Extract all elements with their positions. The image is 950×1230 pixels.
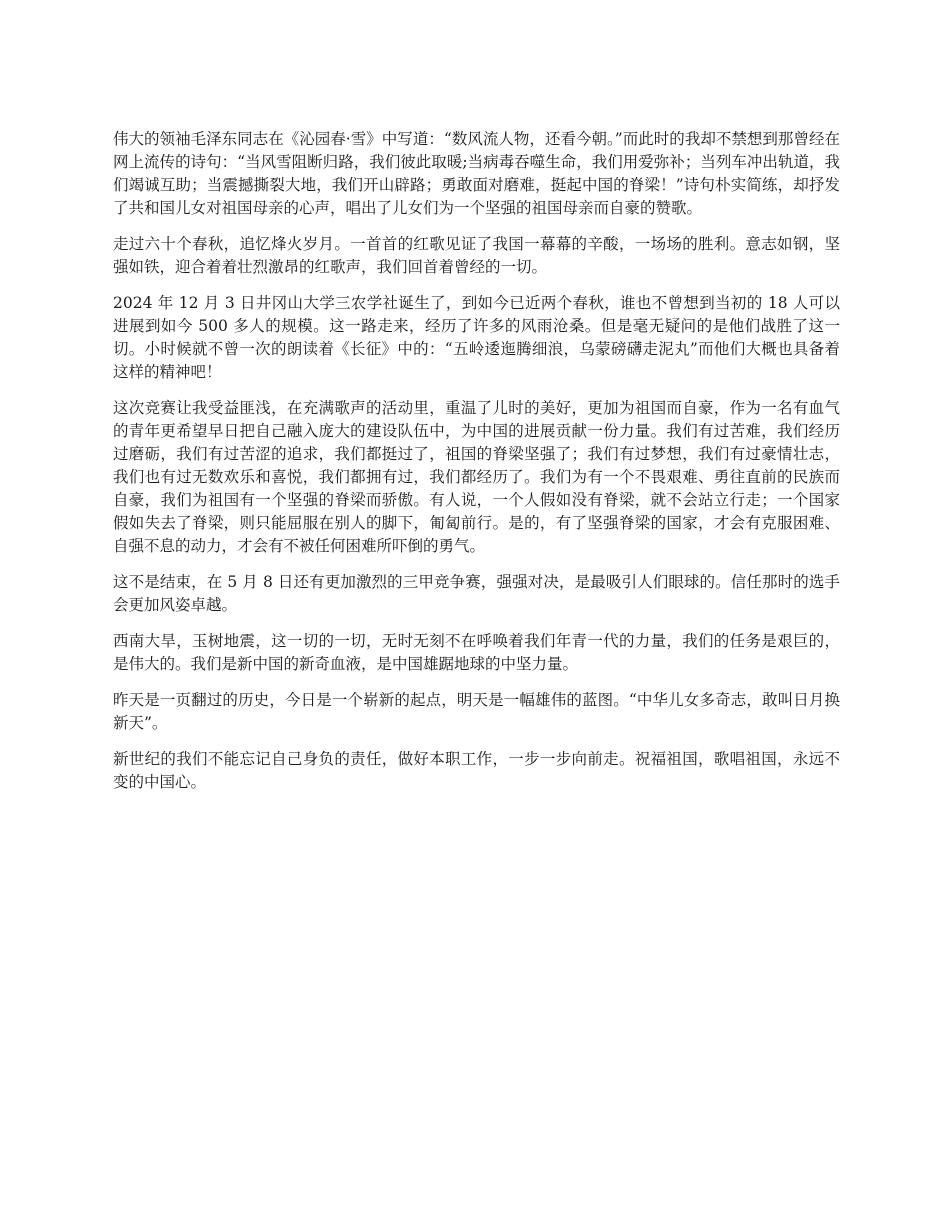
paragraph-1: 伟大的领袖毛泽东同志在《沁园春·雪》中写道：“数风流人物，还看今朝。”而此时的我却不禁想到那曾经在网上流传的诗句：“当风雪阻断归路，我们彼此取暖;当病毒吞噬生命，我们用爱弥补；当列车冲出轨道，我们竭诚互助；当震撼撕裂大地，我们开山辟路；勇敢面对磨难，挺起中国的脊梁！”诗句朴实简练，却抒发了共和国儿女对祖国母亲的心声，唱出了儿女们为一个坚强的祖国母亲而自豪的赞歌。 [113, 130, 840, 217]
paragraph-3: 2024 年 12 月 3 日井冈山大学三农学社诞生了，到如今已近两个春秋，谁也不曾想到当初的 18 人可以进展到如今 500 多人的规模。这一路走来，经历了许多的风雨沧桑。但是毫无疑问的是他们战胜了这一切。小时候就不曾一次的朗读着《长征》中的：“五岭逶迤腾细浪，乌蒙磅礴走泥丸”而他们大概也具备着这样的精神吧！ [113, 294, 840, 381]
paragraph-2: 走过六十个春秋，追忆烽火岁月。一首首的红歌见证了我国一幕幕的辛酸，一场场的胜利。意志如钢，坚强如铁，迎合着着壮烈激昂的红歌声，我们回首着曾经的一切。 [113, 235, 840, 276]
paragraph-5: 这不是结束，在 5 月 8 日还有更加激烈的三甲竞争赛，强强对决，是最吸引人们眼球的。信任那时的选手会更加风姿卓越。 [113, 573, 840, 614]
paragraph-4: 这次竞赛让我受益匪浅，在充满歌声的活动里，重温了儿时的美好，更加为祖国而自豪，作为一名有血气的青年更希望早日把自己融入庞大的建设队伍中，为中国的进展贡献一份力量。我们有过苦难，我们经历过磨砺，我们有过苦涩的追求，我们都挺过了，祖国的脊梁坚强了；我们有过梦想，我们有过豪情壮志，我们也有过无数欢乐和喜悦，我们都拥有过，我们都经历了。我们为有一个不畏艰难、勇往直前的民族而自豪，我们为祖国有一个坚强的脊梁而骄傲。有人说，一个人假如没有脊梁，就不会站立行走；一个国家假如失去了脊梁，则只能屈服在别人的脚下，匍匐前行。是的，有了坚强脊梁的国家，才会有克服困难、自强不息的动力，才会有不被任何困难所吓倒的勇气。 [113, 399, 840, 555]
paragraph-6: 西南大旱，玉树地震，这一切的一切，无时无刻不在呼唤着我们年青一代的力量，我们的任务是艰巨的，是伟大的。我们是新中国的新奇血液，是中国雄踞地球的中坚力量。 [113, 632, 840, 673]
document-body [113, 128, 840, 807]
paragraph-8: 新世纪的我们不能忘记自己身负的责任，做好本职工作，一步一步向前走。祝福祖国，歌唱祖国，永远不变的中国心。 [113, 750, 840, 791]
paragraph-7: 昨天是一页翻过的历史，今日是一个崭新的起点，明天是一幅雄伟的蓝图。“中华儿女多奇志，敢叫日月换新天”。 [113, 691, 840, 732]
